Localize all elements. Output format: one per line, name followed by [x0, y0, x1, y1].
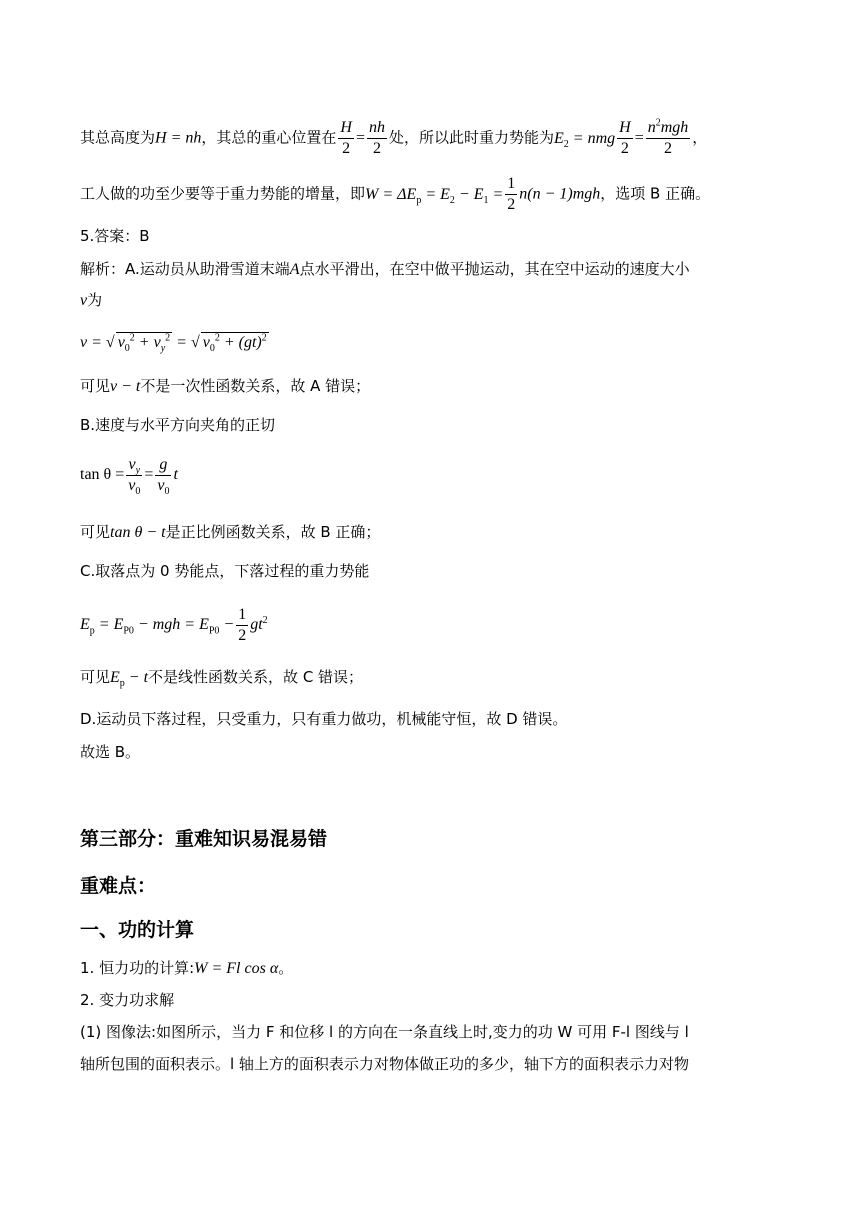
paragraph-line-1: (1) 图像法:如图所示，当力 F 和位移 l 的方向在一条直线上时,变力的功 W 可用 F-l 图线与 l: [80, 1023, 689, 1041]
fraction-vy-over-v0: $\frac{v_y}{v_0}$: [128, 456, 141, 498]
text: ，其总的重心位置在: [201, 128, 337, 147]
formula-total-height: H = nh: [155, 129, 202, 147]
point-1: 1. 恒力功的计算:W = Fl cos α。: [80, 959, 294, 977]
fraction-n2mgh-over-2: $\frac{n^2mgh}{2}$: [647, 117, 689, 157]
fraction-g-over-v0: $\frac{g}{v_0}$: [157, 456, 170, 498]
analysis-a-line-1: 解析：A.运动员从助滑雪道末端A点水平滑出，在空中做平抛运动，其在空中运动的速度大小: [80, 260, 690, 278]
formula-work-tail: n(n − 1)mgh: [519, 185, 601, 203]
section-heading: 第三部分：重难知识易混易错: [80, 828, 328, 850]
final-answer: 故选 B。: [80, 743, 141, 761]
text: 处，所以此时重力势能为: [388, 128, 554, 147]
conclusion-c: 可见$E_p - t$不是线性函数关系，故 C 错误；: [80, 668, 364, 690]
equation-velocity: v = √ $v_0^2 + v_y^2$ = √ $v_0^2 + (gt)^2$: [80, 332, 267, 355]
energy-line-1: 其总高度为H = nh，其总的重心位置在 $\frac{H}{2}$ = $\frac{nh}{2}$ 处，所以此时重力势能为$E_2$ = nmg $\frac{H}{2}$ = $\frac{n^2mgh}{2}$ ，: [80, 117, 708, 157]
formula-e2: $E_2$ = nmg: [554, 129, 616, 150]
point-2: 2. 变力功求解: [80, 991, 175, 1009]
text: 工人做的功至少要等于重力势能的增量，即: [80, 184, 366, 203]
item-c: C.取落点为 0 势能点，下落过程的重力势能: [80, 562, 370, 580]
item-d: D.运动员下落过程，只受重力，只有重力做功，机械能守恒，故 D 错误。: [80, 710, 568, 728]
equation-tan: tan θ = $\frac{v_y}{v_0}$ = $\frac{g}{v_0}$ t: [80, 456, 178, 498]
text: ，: [692, 128, 708, 147]
formula-work: $W = \Delta E_p = E_2 - E_1$ =: [365, 185, 504, 206]
conclusion-a: 可见v − t不是一次性函数关系，故 A 错误；: [80, 377, 371, 395]
analysis-a-line-2: v为: [80, 291, 103, 309]
work-line: [80, 174, 710, 215]
equals-sign: =: [355, 129, 365, 147]
conclusion-b: 可见tan θ − t是正比例函数关系，故 B 正确；: [80, 523, 381, 541]
subheading-work-calc: 一、功的计算: [80, 919, 195, 941]
text: ，选项 B 正确。: [600, 184, 711, 203]
text: 其总高度为: [80, 128, 156, 147]
fraction-one-half: $\frac{1}{2}$: [507, 175, 516, 213]
equation-potential-energy: $E_p = E_{P0}$ − mgh = $E_{P0}$ − $\frac{1}{2}$ $gt^2$: [80, 606, 268, 644]
fraction-h-over-2: $\frac{H}{2}$: [340, 119, 352, 157]
fraction-h-over-2-b: $\frac{H}{2}$: [619, 119, 631, 157]
fraction-nh-over-2: $\frac{nh}{2}$: [368, 119, 385, 157]
item-b: B.速度与水平方向夹角的正切: [80, 416, 276, 434]
answer-5: 5.答案：B: [80, 227, 150, 245]
fraction-one-half-c: $\frac{1}{2}$: [238, 606, 247, 644]
key-points-heading: 重难点：: [80, 875, 157, 897]
paragraph-line-2: 轴所包围的面积表示。l 轴上方的面积表示力对物体做正功的多少，轴下方的面积表示力对物: [80, 1055, 689, 1073]
